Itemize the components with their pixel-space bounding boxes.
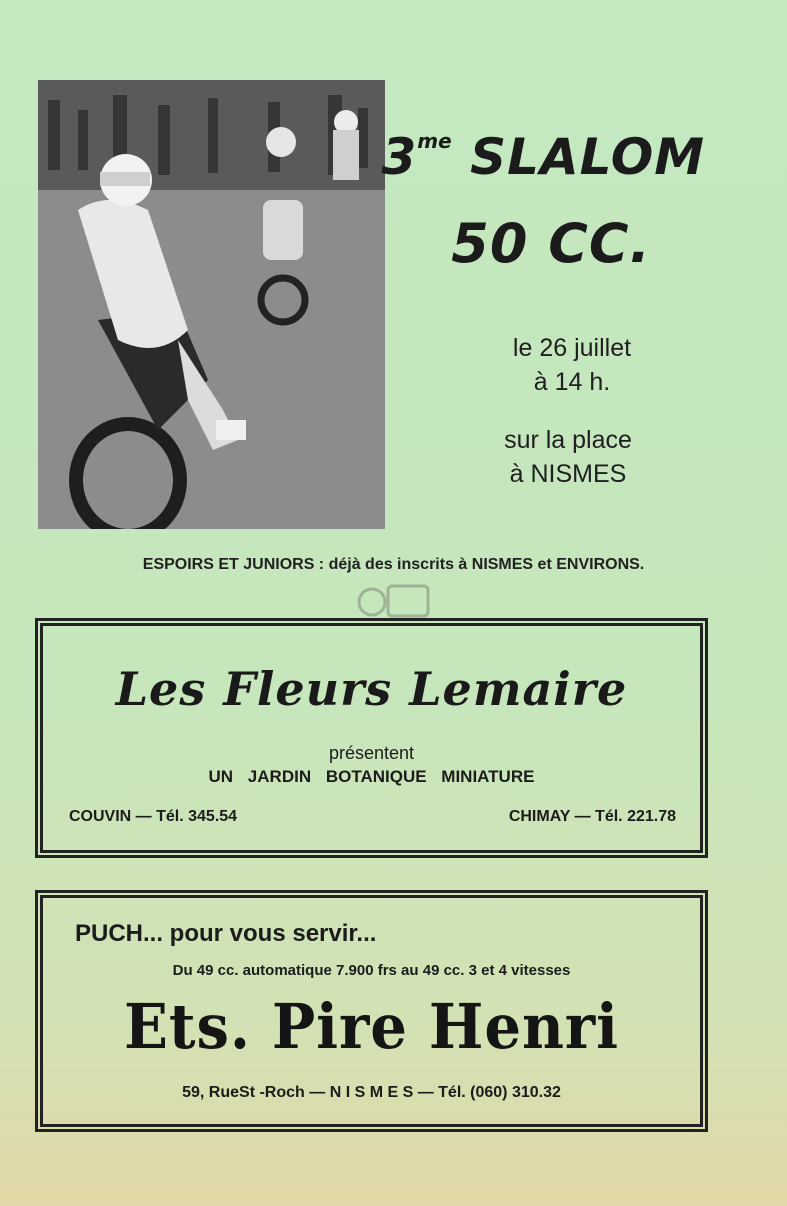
fleurs-tagline: UN JARDIN BOTANIQUE MINIATURE bbox=[208, 767, 535, 786]
pire-address: 59, RueSt -Roch — N I S M E S — Tél. (060) 310.32 bbox=[182, 1084, 561, 1101]
motorcycle-photo bbox=[38, 80, 385, 529]
pire-details: Du 49 cc. automatique 7.900 frs au 49 cc. 3 et 4 vitesses bbox=[172, 962, 571, 979]
event-subtitle: 50 CC. bbox=[451, 212, 651, 275]
ad-fleurs-lemaire bbox=[35, 618, 708, 858]
event-date bbox=[462, 331, 682, 399]
event-place-line1: sur la place bbox=[504, 426, 632, 454]
pire-headline: PUCH... pour vous servir... bbox=[75, 920, 377, 947]
watermark-logo-icon bbox=[356, 580, 432, 622]
fleurs-couvin-phone: COUVIN — Tél. 345.54 bbox=[69, 808, 238, 825]
event-title bbox=[381, 128, 705, 186]
ad-pire-henri bbox=[35, 890, 708, 1132]
event-title-number: 3 bbox=[381, 128, 418, 186]
event-place-line2: à NISMES bbox=[509, 460, 627, 488]
event-date-line2: à 14 h. bbox=[533, 368, 611, 396]
event-date-line1: le 26 juillet bbox=[512, 334, 632, 362]
photo-illustration bbox=[38, 80, 385, 529]
pire-name: Ets. Pire Henri bbox=[124, 990, 619, 1063]
fleurs-name: Les Fleurs Lemaire bbox=[115, 662, 628, 716]
event-title-word: SLALOM bbox=[470, 128, 705, 186]
event-title-ordinal: me bbox=[417, 129, 452, 153]
fleurs-chimay-phone: CHIMAY — Tél. 221.78 bbox=[508, 808, 676, 825]
event-place bbox=[458, 423, 678, 491]
fleurs-presentent: présentent bbox=[328, 743, 415, 763]
espoirs-notice: ESPOIRS ET JUNIORS : déjà des inscrits à NISMES et ENVIRONS. bbox=[142, 556, 645, 573]
